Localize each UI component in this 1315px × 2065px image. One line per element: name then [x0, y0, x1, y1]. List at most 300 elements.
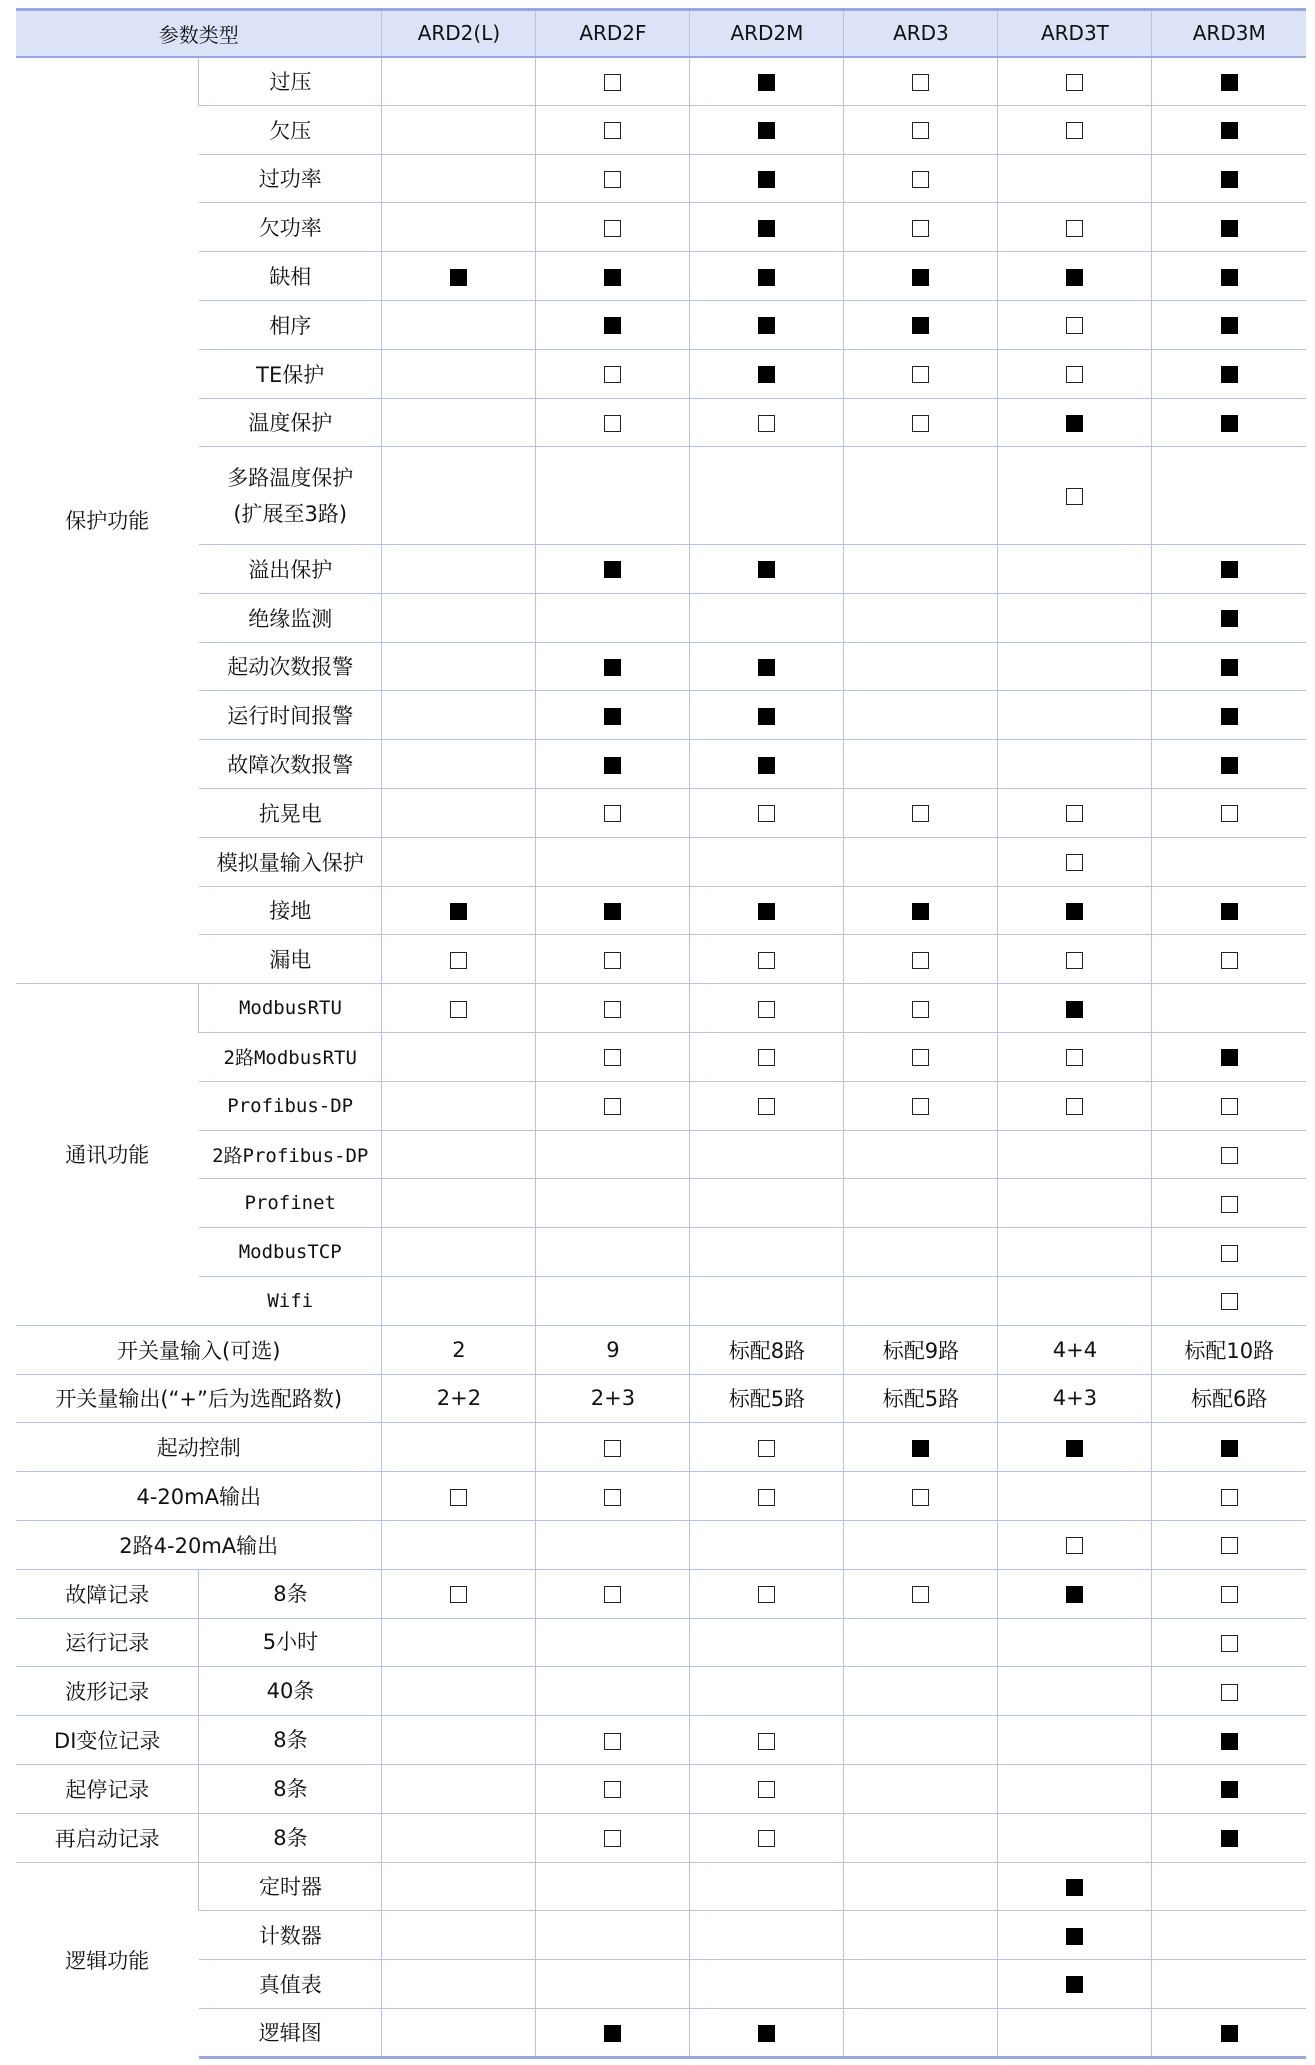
hollow-square-icon — [1066, 317, 1083, 334]
hollow-square-icon — [1221, 1537, 1238, 1554]
mark-cell — [1152, 886, 1306, 935]
filled-square-icon — [758, 659, 775, 676]
mark-cell — [998, 398, 1152, 447]
hollow-square-icon — [1221, 1293, 1238, 1310]
hollow-square-icon — [1221, 1245, 1238, 1262]
mark-cell — [1152, 1423, 1306, 1472]
table-row — [16, 740, 1306, 789]
filled-square-icon — [758, 122, 775, 139]
filled-square-icon — [1221, 561, 1238, 578]
empty-cell — [382, 642, 536, 691]
empty-cell — [382, 691, 536, 740]
empty-cell — [844, 740, 998, 789]
empty-cell — [690, 1960, 844, 2009]
filled-square-icon — [758, 366, 775, 383]
empty-cell — [844, 1276, 998, 1325]
empty-cell — [382, 1130, 536, 1179]
table-row — [16, 984, 1306, 1033]
table-row — [16, 1960, 1306, 2009]
filled-square-icon — [758, 903, 775, 920]
mark-cell — [690, 300, 844, 349]
mark-cell — [690, 935, 844, 984]
mark-cell — [536, 398, 690, 447]
filled-square-icon — [450, 903, 467, 920]
mark-cell — [998, 105, 1152, 154]
model-header-ard2l: ARD2(L) — [382, 10, 536, 57]
mark-cell — [998, 788, 1152, 837]
mark-cell — [690, 1569, 844, 1618]
mark-cell — [1152, 642, 1306, 691]
mark-cell — [1152, 300, 1306, 349]
table-row — [16, 1374, 1306, 1423]
row-label: 故障次数报警 — [199, 740, 382, 789]
table-row — [16, 788, 1306, 837]
row-label: ModbusRTU — [199, 984, 382, 1033]
mark-cell — [536, 203, 690, 252]
empty-cell — [998, 1618, 1152, 1667]
mark-cell — [536, 105, 690, 154]
filled-square-icon — [604, 659, 621, 676]
mark-cell — [690, 1032, 844, 1081]
hollow-square-icon — [604, 74, 621, 91]
model-header-ard3m: ARD3M — [1152, 10, 1306, 57]
mark-cell — [382, 1472, 536, 1521]
empty-cell — [536, 1911, 690, 1960]
mark-cell — [1152, 57, 1306, 106]
empty-cell — [690, 1911, 844, 1960]
param-type-header: 参数类型 — [16, 10, 382, 57]
filled-square-icon — [1221, 708, 1238, 725]
empty-cell — [382, 1960, 536, 2009]
empty-cell — [844, 1520, 998, 1569]
empty-cell — [690, 593, 844, 642]
empty-cell — [690, 1179, 844, 1228]
empty-cell — [690, 1130, 844, 1179]
hollow-square-icon — [912, 74, 929, 91]
row-label: 定时器 — [199, 1862, 382, 1911]
filled-square-icon — [450, 269, 467, 286]
hollow-square-icon — [1066, 74, 1083, 91]
row-label: 起动控制 — [16, 1423, 382, 1472]
empty-cell — [844, 447, 998, 545]
empty-cell — [998, 1764, 1152, 1813]
empty-cell — [998, 1130, 1152, 1179]
hollow-square-icon — [912, 1049, 929, 1066]
mark-cell — [690, 740, 844, 789]
mark-cell — [536, 691, 690, 740]
empty-cell — [382, 1081, 536, 1130]
mark-cell — [690, 1081, 844, 1130]
model-header-ard2m: ARD2M — [690, 10, 844, 57]
mark-cell — [690, 544, 844, 593]
table-row — [16, 1716, 1306, 1765]
mark-cell — [690, 691, 844, 740]
group-label: 通讯功能 — [16, 984, 199, 1326]
table-row — [16, 886, 1306, 935]
mark-cell — [690, 788, 844, 837]
hollow-square-icon — [450, 1586, 467, 1603]
model-header-ard3t: ARD3T — [998, 10, 1152, 57]
value-cell: 标配8路 — [690, 1325, 844, 1374]
empty-cell — [382, 57, 536, 106]
hollow-square-icon — [758, 1489, 775, 1506]
row-label: 多路温度保护 (扩展至3路) — [199, 447, 382, 545]
mark-cell — [998, 1569, 1152, 1618]
table-row — [16, 642, 1306, 691]
mark-cell — [998, 1862, 1152, 1911]
mark-cell — [1152, 691, 1306, 740]
mark-cell — [844, 154, 998, 203]
record-capacity: 8条 — [199, 1813, 382, 1862]
hollow-square-icon — [604, 1489, 621, 1506]
mark-cell — [1152, 398, 1306, 447]
filled-square-icon — [1221, 74, 1238, 91]
mark-cell — [844, 935, 998, 984]
mark-cell — [1152, 252, 1306, 301]
hollow-square-icon — [758, 1781, 775, 1798]
value-cell: 标配10路 — [1152, 1325, 1306, 1374]
mark-cell — [844, 1032, 998, 1081]
filled-square-icon — [1221, 1781, 1238, 1798]
table-row — [16, 203, 1306, 252]
mark-cell — [690, 398, 844, 447]
hollow-square-icon — [604, 952, 621, 969]
filled-square-icon — [1221, 366, 1238, 383]
mark-cell — [1152, 1813, 1306, 1862]
table-row — [16, 447, 1306, 545]
empty-cell — [382, 105, 536, 154]
hollow-square-icon — [912, 415, 929, 432]
group-label: 保护功能 — [16, 57, 199, 984]
hollow-square-icon — [912, 952, 929, 969]
hollow-square-icon — [1221, 1098, 1238, 1115]
filled-square-icon — [1221, 610, 1238, 627]
mark-cell — [536, 1569, 690, 1618]
table-row — [16, 1228, 1306, 1277]
hollow-square-icon — [912, 171, 929, 188]
row-label: 相序 — [199, 300, 382, 349]
hollow-square-icon — [1221, 1147, 1238, 1164]
empty-cell — [536, 1520, 690, 1569]
mark-cell — [536, 1813, 690, 1862]
mark-cell — [1152, 349, 1306, 398]
mark-cell — [1152, 1228, 1306, 1277]
hollow-square-icon — [1066, 1049, 1083, 1066]
empty-cell — [536, 593, 690, 642]
table-row — [16, 1862, 1306, 1911]
filled-square-icon — [1066, 1001, 1083, 1018]
mark-cell — [382, 935, 536, 984]
value-cell: 2+3 — [536, 1374, 690, 1423]
table-row — [16, 252, 1306, 301]
empty-cell — [1152, 1862, 1306, 1911]
mark-cell — [536, 788, 690, 837]
hollow-square-icon — [912, 366, 929, 383]
empty-cell — [998, 2008, 1152, 2057]
row-label: 2路4-20mA输出 — [16, 1520, 382, 1569]
hollow-square-icon — [604, 220, 621, 237]
record-label: 运行记录 — [16, 1618, 199, 1667]
filled-square-icon — [1066, 269, 1083, 286]
table-row — [16, 1520, 1306, 1569]
empty-cell — [998, 1472, 1152, 1521]
value-cell: 标配5路 — [690, 1374, 844, 1423]
table-row — [16, 1179, 1306, 1228]
mark-cell — [1152, 1472, 1306, 1521]
hollow-square-icon — [758, 415, 775, 432]
filled-square-icon — [1066, 1440, 1083, 1457]
mark-cell — [382, 886, 536, 935]
mark-cell — [998, 886, 1152, 935]
mark-cell — [844, 349, 998, 398]
empty-cell — [382, 1813, 536, 1862]
mark-cell — [844, 886, 998, 935]
filled-square-icon — [758, 171, 775, 188]
empty-cell — [690, 447, 844, 545]
hollow-square-icon — [912, 1489, 929, 1506]
filled-square-icon — [1066, 1928, 1083, 1945]
empty-cell — [844, 544, 998, 593]
empty-cell — [844, 1716, 998, 1765]
mark-cell — [690, 1472, 844, 1521]
empty-cell — [536, 1130, 690, 1179]
mark-cell — [690, 1423, 844, 1472]
empty-cell — [844, 642, 998, 691]
hollow-square-icon — [1221, 952, 1238, 969]
filled-square-icon — [912, 269, 929, 286]
row-label: 开关量输入(可选) — [16, 1325, 382, 1374]
row-label: ModbusTCP — [199, 1228, 382, 1277]
mark-cell — [998, 57, 1152, 106]
row-label: 真值表 — [199, 1960, 382, 2009]
table-row — [16, 1325, 1306, 1374]
row-label: 过功率 — [199, 154, 382, 203]
hollow-square-icon — [1066, 1098, 1083, 1115]
table-row — [16, 1276, 1306, 1325]
filled-square-icon — [758, 317, 775, 334]
mark-cell — [536, 2008, 690, 2057]
mark-cell — [690, 1716, 844, 1765]
mark-cell — [536, 1472, 690, 1521]
filled-square-icon — [758, 2025, 775, 2042]
mark-cell — [844, 984, 998, 1033]
value-cell: 2 — [382, 1325, 536, 1374]
mark-cell — [690, 252, 844, 301]
hollow-square-icon — [604, 415, 621, 432]
empty-cell — [382, 544, 536, 593]
mark-cell — [690, 886, 844, 935]
filled-square-icon — [1221, 269, 1238, 286]
record-label: 再启动记录 — [16, 1813, 199, 1862]
empty-cell — [382, 837, 536, 886]
hollow-square-icon — [450, 1489, 467, 1506]
mark-cell — [1152, 1081, 1306, 1130]
record-capacity: 8条 — [199, 1716, 382, 1765]
table-row — [16, 1618, 1306, 1667]
hollow-square-icon — [1066, 805, 1083, 822]
filled-square-icon — [758, 74, 775, 91]
filled-square-icon — [1221, 659, 1238, 676]
empty-cell — [382, 1862, 536, 1911]
filled-square-icon — [1066, 1586, 1083, 1603]
empty-cell — [844, 1862, 998, 1911]
filled-square-icon — [1221, 317, 1238, 334]
mark-cell — [690, 154, 844, 203]
hollow-square-icon — [1066, 488, 1083, 505]
value-cell: 4+4 — [998, 1325, 1152, 1374]
mark-cell — [998, 1911, 1152, 1960]
empty-cell — [844, 1228, 998, 1277]
record-capacity: 8条 — [199, 1764, 382, 1813]
hollow-square-icon — [604, 1440, 621, 1457]
empty-cell — [536, 1179, 690, 1228]
filled-square-icon — [1221, 1440, 1238, 1457]
empty-cell — [998, 593, 1152, 642]
mark-cell — [1152, 740, 1306, 789]
mark-cell — [536, 1032, 690, 1081]
table-row — [16, 1081, 1306, 1130]
row-label: 绝缘监测 — [199, 593, 382, 642]
mark-cell — [382, 984, 536, 1033]
row-label: 溢出保护 — [199, 544, 382, 593]
filled-square-icon — [758, 269, 775, 286]
hollow-square-icon — [604, 366, 621, 383]
empty-cell — [1152, 837, 1306, 886]
row-label: 抗晃电 — [199, 788, 382, 837]
hollow-square-icon — [604, 805, 621, 822]
empty-cell — [844, 1960, 998, 2009]
table-row — [16, 1569, 1306, 1618]
hollow-square-icon — [912, 805, 929, 822]
mark-cell — [690, 1764, 844, 1813]
empty-cell — [382, 1911, 536, 1960]
row-label: 起动次数报警 — [199, 642, 382, 691]
hollow-square-icon — [758, 805, 775, 822]
table-row — [16, 1764, 1306, 1813]
row-label: 2路ModbusRTU — [199, 1032, 382, 1081]
record-label: 故障记录 — [16, 1569, 199, 1618]
mark-cell — [998, 349, 1152, 398]
mark-cell — [998, 300, 1152, 349]
table-row — [16, 349, 1306, 398]
filled-square-icon — [604, 708, 621, 725]
empty-cell — [998, 691, 1152, 740]
mark-cell — [844, 300, 998, 349]
empty-cell — [382, 203, 536, 252]
hollow-square-icon — [758, 1049, 775, 1066]
row-label: 运行时间报警 — [199, 691, 382, 740]
hollow-square-icon — [1066, 1537, 1083, 1554]
empty-cell — [844, 1667, 998, 1716]
hollow-square-icon — [758, 1830, 775, 1847]
empty-cell — [844, 1130, 998, 1179]
empty-cell — [1152, 1911, 1306, 1960]
empty-cell — [998, 642, 1152, 691]
mark-cell — [998, 935, 1152, 984]
row-label: 4-20mA输出 — [16, 1472, 382, 1521]
empty-cell — [382, 2008, 536, 2057]
table-row — [16, 1472, 1306, 1521]
mark-cell — [382, 252, 536, 301]
empty-cell — [998, 154, 1152, 203]
hollow-square-icon — [1221, 1684, 1238, 1701]
empty-cell — [536, 1276, 690, 1325]
hollow-square-icon — [604, 1049, 621, 1066]
hollow-square-icon — [758, 1440, 775, 1457]
mark-cell — [1152, 2008, 1306, 2057]
filled-square-icon — [604, 757, 621, 774]
mark-cell — [998, 1960, 1152, 2009]
hollow-square-icon — [758, 1098, 775, 1115]
table-row — [16, 935, 1306, 984]
hollow-square-icon — [604, 171, 621, 188]
filled-square-icon — [1221, 1733, 1238, 1750]
mark-cell — [1152, 1520, 1306, 1569]
empty-cell — [382, 740, 536, 789]
hollow-square-icon — [758, 952, 775, 969]
value-cell: 4+3 — [998, 1374, 1152, 1423]
hollow-square-icon — [1066, 952, 1083, 969]
mark-cell — [536, 886, 690, 935]
mark-cell — [536, 1764, 690, 1813]
filled-square-icon — [758, 561, 775, 578]
filled-square-icon — [604, 2025, 621, 2042]
mark-cell — [998, 837, 1152, 886]
empty-cell — [844, 2008, 998, 2057]
empty-cell — [382, 1716, 536, 1765]
mark-cell — [1152, 1276, 1306, 1325]
hollow-square-icon — [912, 1001, 929, 1018]
mark-cell — [844, 398, 998, 447]
hollow-square-icon — [912, 1098, 929, 1115]
mark-cell — [844, 105, 998, 154]
hollow-square-icon — [604, 1733, 621, 1750]
value-cell: 9 — [536, 1325, 690, 1374]
row-label: 漏电 — [199, 935, 382, 984]
table-row — [16, 544, 1306, 593]
mark-cell — [1152, 1716, 1306, 1765]
mark-cell — [382, 1569, 536, 1618]
empty-cell — [1152, 1960, 1306, 2009]
row-label: Wifi — [199, 1276, 382, 1325]
filled-square-icon — [912, 317, 929, 334]
filled-square-icon — [912, 1440, 929, 1457]
hollow-square-icon — [1066, 854, 1083, 871]
record-label: 起停记录 — [16, 1764, 199, 1813]
mark-cell — [1152, 1618, 1306, 1667]
filled-square-icon — [1221, 220, 1238, 237]
empty-cell — [844, 1764, 998, 1813]
mark-cell — [536, 1716, 690, 1765]
row-label: 欠压 — [199, 105, 382, 154]
mark-cell — [690, 105, 844, 154]
hollow-square-icon — [604, 122, 621, 139]
empty-cell — [690, 837, 844, 886]
mark-cell — [844, 1472, 998, 1521]
hollow-square-icon — [1221, 1586, 1238, 1603]
empty-cell — [536, 1862, 690, 1911]
table-row — [16, 691, 1306, 740]
mark-cell — [844, 57, 998, 106]
empty-cell — [998, 1179, 1152, 1228]
empty-cell — [998, 1667, 1152, 1716]
empty-cell — [690, 1276, 844, 1325]
empty-cell — [536, 447, 690, 545]
empty-cell — [690, 1618, 844, 1667]
filled-square-icon — [1221, 1830, 1238, 1847]
hollow-square-icon — [758, 1733, 775, 1750]
empty-cell — [690, 1667, 844, 1716]
